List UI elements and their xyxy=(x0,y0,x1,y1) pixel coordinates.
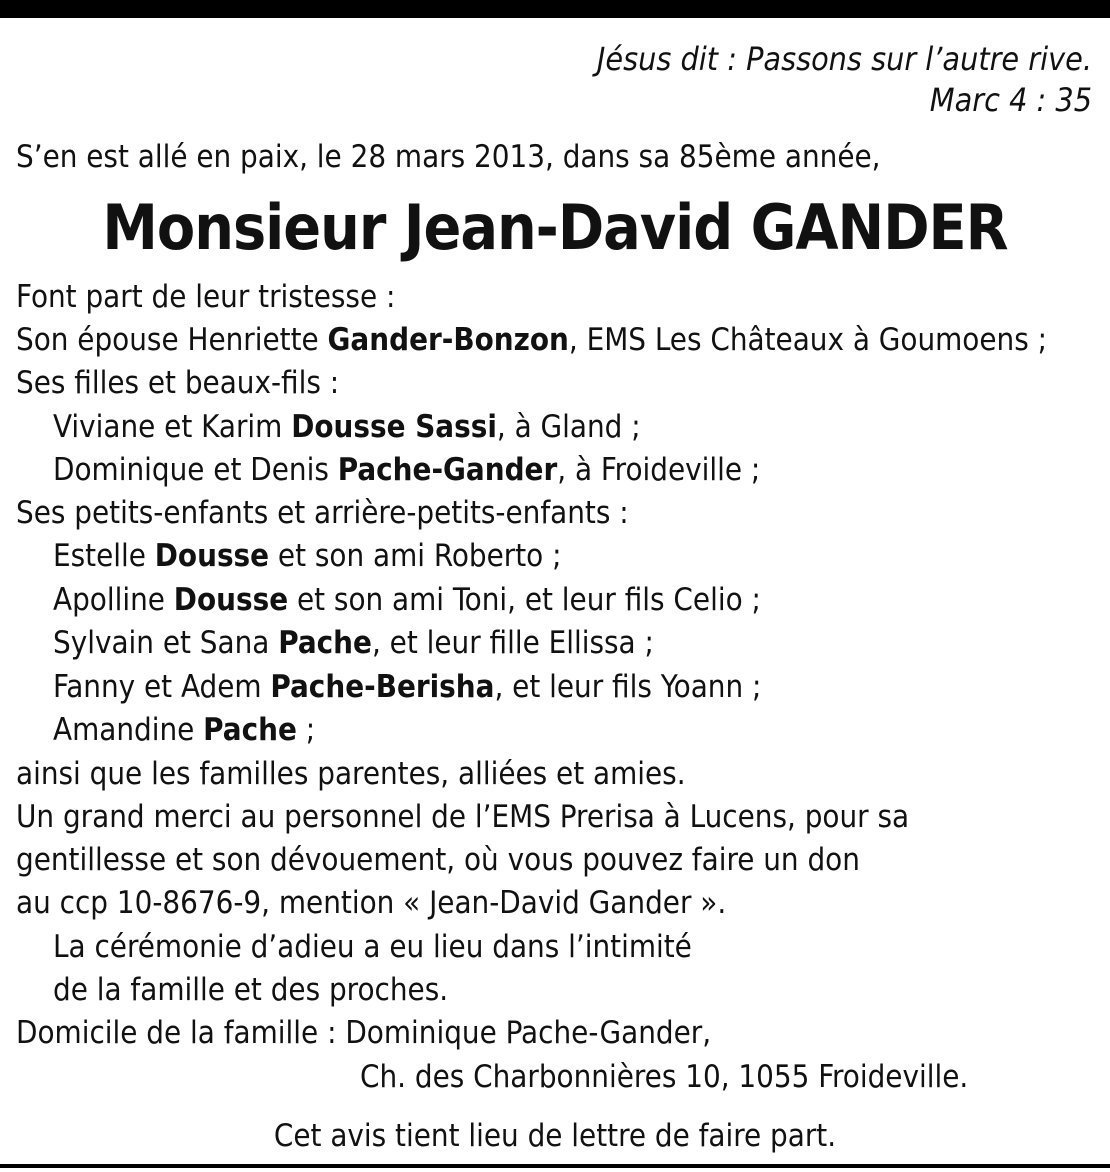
spouse-surname: Gander-Bonzon xyxy=(327,322,569,358)
domicile-line: Domicile de la famille : Dominique Pache-Gander, xyxy=(16,1015,712,1051)
intro-line: S’en est allé en paix, le 28 mars 2013, dans sa 85ème année, xyxy=(16,139,881,175)
spouse-prefix: Son épouse Henriette xyxy=(16,322,328,358)
entry-surname: Pache xyxy=(203,712,297,748)
entry-suffix: et son ami Roberto ; xyxy=(269,538,562,574)
entry-prefix: Estelle xyxy=(53,538,155,574)
entry-surname: Pache xyxy=(278,625,372,661)
entry-surname: Dousse xyxy=(173,582,289,618)
spouse-suffix: , EMS Les Châteaux à Goumoens ; xyxy=(568,322,1047,358)
entry-surname: Dousse xyxy=(154,538,270,574)
family-entry xyxy=(53,624,654,662)
family-entry xyxy=(53,711,315,749)
family-entry xyxy=(53,408,641,446)
family-entry xyxy=(53,537,562,575)
entry-prefix: Amandine xyxy=(53,712,204,748)
entry-suffix: , et leur fille Ellissa ; xyxy=(371,625,654,661)
closing-line: Cet avis tient lieu de lettre de faire part. xyxy=(273,1118,837,1154)
epigraph-reference: Marc 4 : 35 xyxy=(929,81,1092,119)
top-rule xyxy=(0,0,1110,18)
family-entry xyxy=(53,581,761,619)
entry-suffix: , et leur fils Yoann ; xyxy=(494,669,762,705)
families-line: ainsi que les familles parentes, alliées et amies. xyxy=(16,756,686,792)
entry-suffix: ; xyxy=(296,712,316,748)
entry-prefix: Apolline xyxy=(53,582,174,618)
epigraph-quote: Jésus dit : Passons sur l’autre rive. xyxy=(596,40,1092,78)
entry-surname: Pache-Gander xyxy=(337,452,558,488)
entry-surname: Dousse Sassi xyxy=(291,409,497,445)
entry-prefix: Viviane et Karim xyxy=(53,409,292,445)
entry-prefix: Fanny et Adem xyxy=(53,669,271,705)
domicile-address: Ch. des Charbonnières 10, 1055 Froideville. xyxy=(360,1059,969,1095)
grandchildren-heading: Ses petits-enfants et arrière-petits-enfants : xyxy=(16,495,629,531)
announcement-line: Font part de leur tristesse : xyxy=(16,279,396,315)
ceremony-line: de la famille et des proches. xyxy=(53,972,449,1008)
daughters-heading: Ses filles et beaux-fils : xyxy=(16,365,340,401)
entry-suffix: , à Froideville ; xyxy=(557,452,761,488)
thanks-line: au ccp 10-8676-9, mention « Jean-David Gander ». xyxy=(16,885,727,921)
deceased-name: Monsieur Jean-David GANDER xyxy=(102,191,1008,264)
ceremony-line: La cérémonie d’adieu a eu lieu dans l’intimité xyxy=(53,929,692,965)
entry-prefix: Sylvain et Sana xyxy=(53,625,279,661)
bottom-rule xyxy=(0,1164,1110,1168)
thanks-line: Un grand merci au personnel de l’EMS Prerisa à Lucens, pour sa xyxy=(16,799,910,835)
spouse-line xyxy=(16,321,1047,359)
entry-surname: Pache-Berisha xyxy=(270,669,495,705)
family-entry xyxy=(53,451,760,489)
family-entry xyxy=(53,668,761,706)
entry-suffix: , à Gland ; xyxy=(496,409,641,445)
entry-prefix: Dominique et Denis xyxy=(53,452,338,488)
entry-suffix: et son ami Toni, et leur fils Celio ; xyxy=(288,582,761,618)
thanks-line: gentillesse et son dévouement, où vous pouvez faire un don xyxy=(16,842,860,878)
